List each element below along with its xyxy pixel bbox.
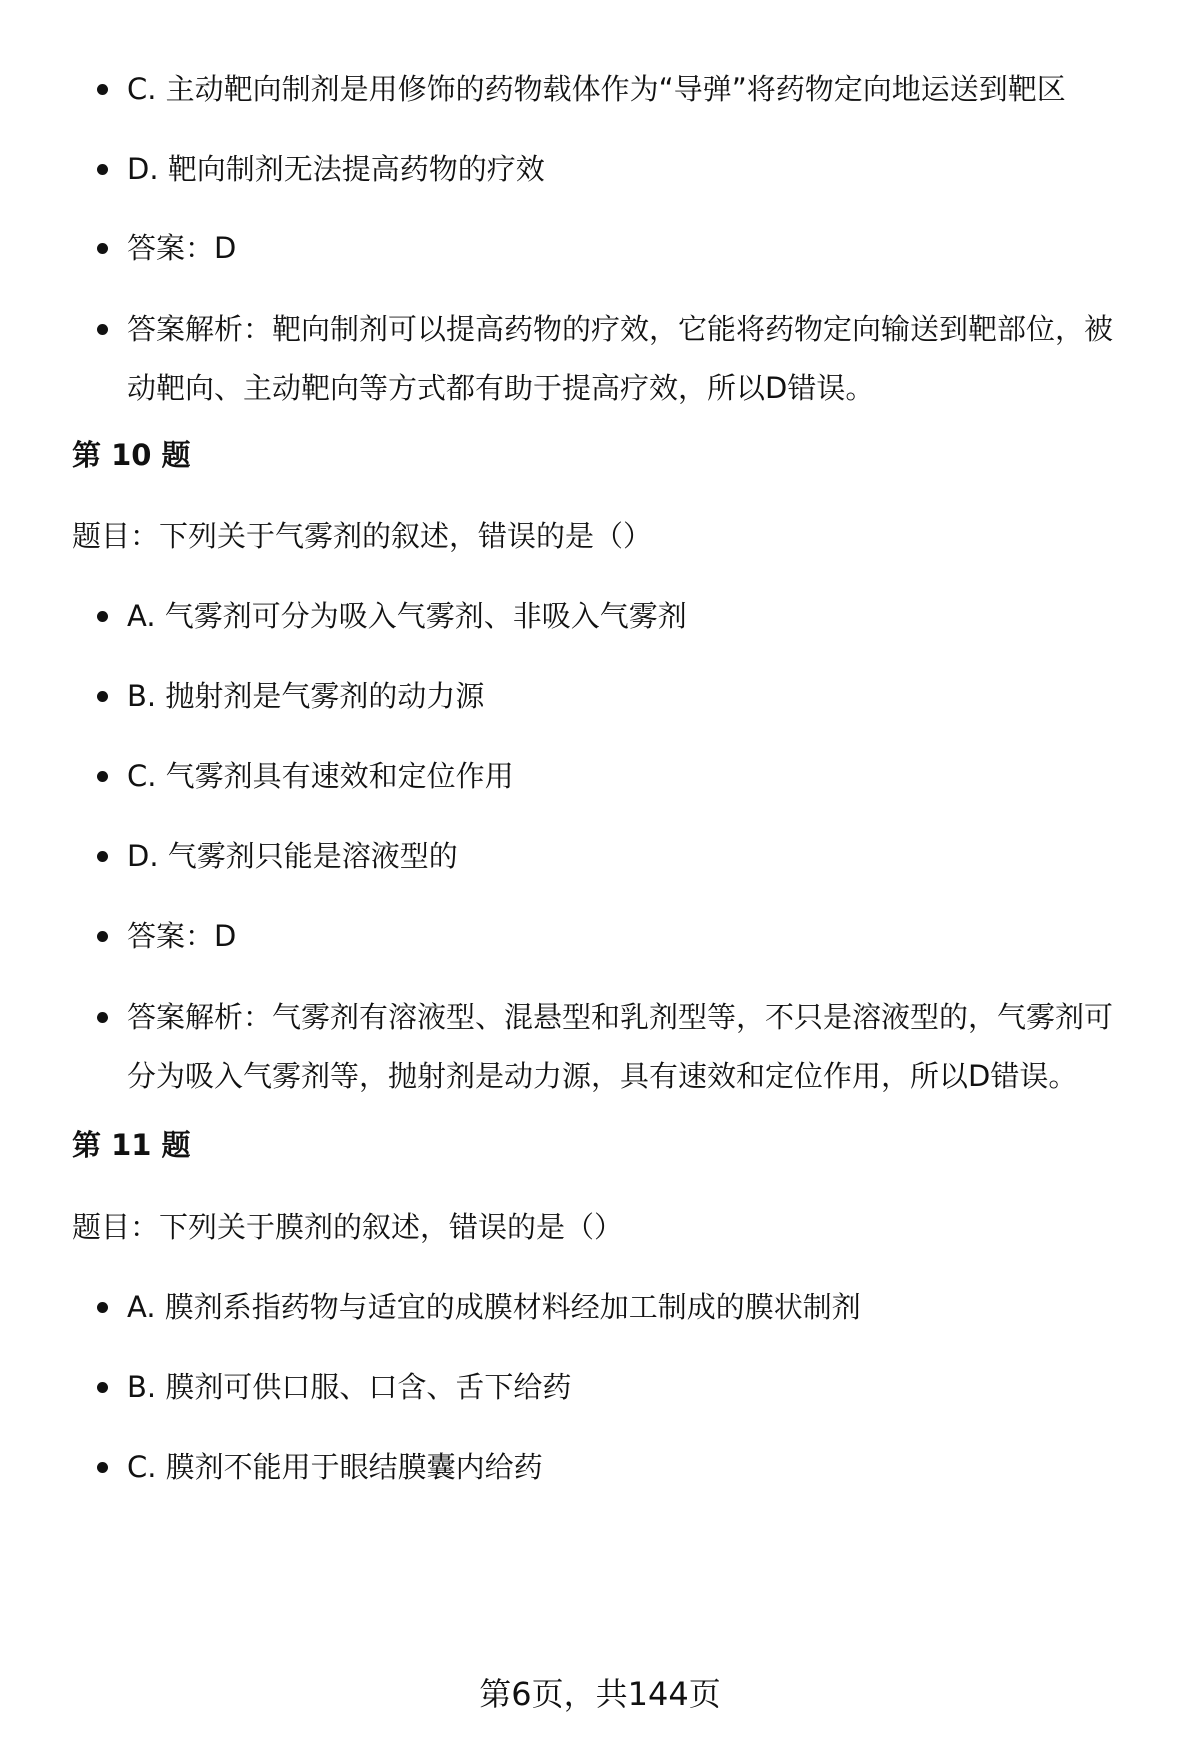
q11-option-c: C. 膜剂不能用于眼结膜囊内给药	[0, 1438, 1200, 1497]
bullet-icon	[97, 1382, 108, 1393]
q10-option-d: D. 气雾剂只能是溶液型的	[0, 827, 1200, 886]
bullet-icon	[97, 771, 108, 782]
q10-option-b: B. 抛射剂是气雾剂的动力源	[0, 667, 1200, 726]
q10-analysis: 答案解析：气雾剂有溶液型、混悬型和乳剂型等，不只是溶液型的，气雾剂可分为吸入气雾剂等，抛射剂是动力源，具有速效和定位作用，所以D错误。	[0, 988, 1200, 1106]
bullet-icon	[97, 931, 108, 942]
bullet-icon	[97, 243, 108, 254]
bullet-icon	[97, 324, 108, 335]
bullet-icon	[97, 1302, 108, 1313]
q11-heading: 第 11 题	[72, 1128, 191, 1162]
q10-option-a: A. 气雾剂可分为吸入气雾剂、非吸入气雾剂	[0, 587, 1200, 646]
bullet-icon	[97, 611, 108, 622]
bullet-icon	[97, 84, 108, 95]
q10-option-c: C. 气雾剂具有速效和定位作用	[0, 747, 1200, 806]
bullet-icon	[97, 1462, 108, 1473]
q10-stem: 题目：下列关于气雾剂的叙述，错误的是（）	[72, 519, 653, 553]
q10-answer: 答案：D	[0, 907, 1200, 966]
q11-stem: 题目：下列关于膜剂的叙述，错误的是（）	[72, 1210, 624, 1244]
bullet-icon	[97, 1012, 108, 1023]
bullet-icon	[97, 691, 108, 702]
bullet-icon	[97, 851, 108, 862]
q9-option-d: D. 靶向制剂无法提高药物的疗效	[0, 140, 1200, 199]
q11-option-b: B. 膜剂可供口服、口含、舌下给药	[0, 1358, 1200, 1417]
bullet-icon	[97, 164, 108, 175]
q11-option-a: A. 膜剂系指药物与适宜的成膜材料经加工制成的膜状制剂	[0, 1278, 1200, 1337]
q9-option-c: C. 主动靶向制剂是用修饰的药物载体作为“导弹”将药物定向地运送到靶区	[0, 60, 1200, 119]
q9-answer: 答案：D	[0, 219, 1200, 278]
q9-analysis: 答案解析：靶向制剂可以提高药物的疗效，它能将药物定向输送到靶部位，被动靶向、主动靶向等方式都有助于提高疗效，所以D错误。	[0, 300, 1200, 418]
q10-heading: 第 10 题	[72, 438, 191, 472]
page-number: 第6页，共144页	[479, 1675, 721, 1713]
